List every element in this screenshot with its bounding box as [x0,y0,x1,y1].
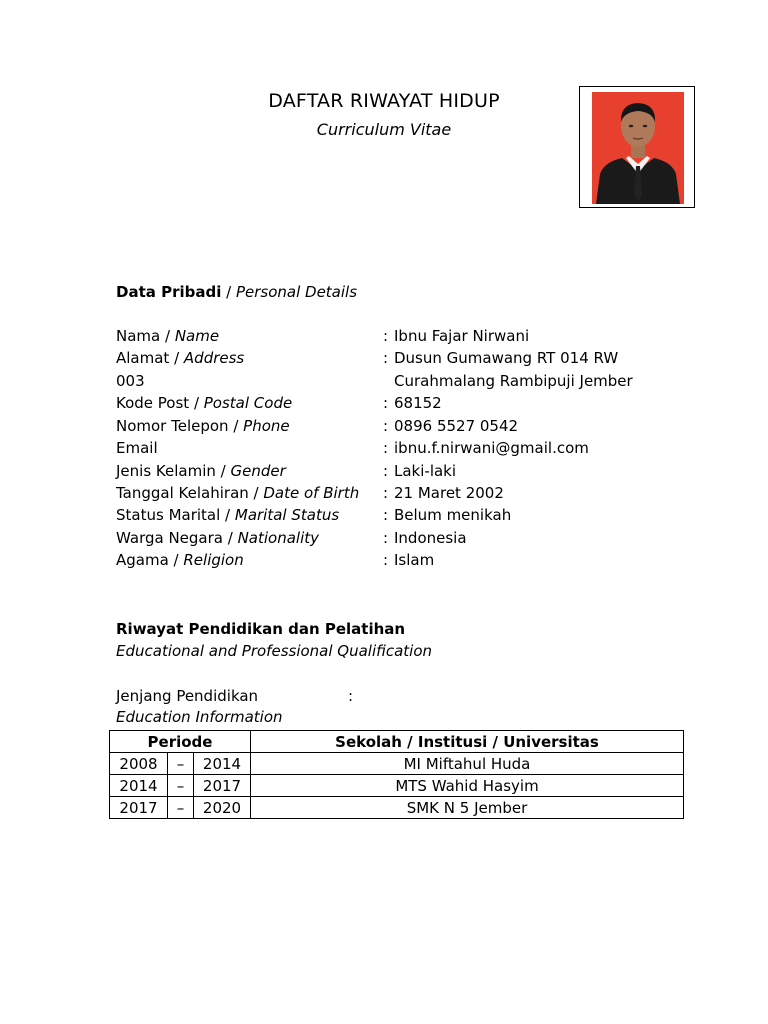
cell-start-year: 2008 [110,753,168,775]
row-colon: : [383,349,389,367]
cell-end-year: 2020 [194,797,251,819]
row-label-nationality [116,529,319,547]
cell-start-year: 2014 [110,775,168,797]
value-address-line2: Curahmalang Rambipuji Jember [394,372,633,390]
label-separator: / [222,529,238,547]
label-en: Gender [230,462,286,480]
row-label-postal-code [116,394,292,412]
cell-start-year: 2017 [110,797,168,819]
value-name: Ibnu Fajar Nirwani [394,327,530,345]
heading-separator: / [221,283,236,301]
label-en: Date of Birth [263,484,360,502]
column-header-school: Sekolah / Institusi / Universitas [251,731,684,753]
education-table [109,730,684,819]
row-colon: : [383,327,389,345]
row-colon: : [383,462,389,480]
education-heading: Riwayat Pendidikan dan Pelatihan [116,620,406,638]
education-level-colon: : [348,687,354,705]
value-phone: 0896 5527 0542 [394,417,519,435]
label-id: Warga Negara [116,529,223,547]
label-separator: / [220,506,235,524]
label-id: Status Marital [116,506,221,524]
table-header-row [110,731,684,753]
label-separator: / [228,417,244,435]
label-separator: / [168,551,184,569]
label-id: Alamat [116,349,170,367]
cell-end-year: 2017 [194,775,251,797]
row-colon: : [383,394,389,412]
label-en: Address [183,349,245,367]
label-id: Jenis Kelamin [116,462,216,480]
label-en: Marital Status [234,506,340,524]
label-separator: / [189,394,204,412]
person-portrait-icon [592,92,684,204]
label-en: Postal Code [203,394,293,412]
cell-dash: – [168,797,194,819]
value-email: ibnu.f.nirwani@gmail.com [394,439,589,457]
address-wrap-left: 003 [116,372,145,390]
row-colon: : [383,417,389,435]
label-separator: / [160,327,175,345]
table-row [110,797,684,819]
cell-end-year: 2014 [194,753,251,775]
education-heading-en: Educational and Professional Qualification [116,642,433,660]
heading-italic-text: Personal Details [235,283,358,301]
label-separator: / [169,349,184,367]
label-en: Phone [243,417,290,435]
profile-photo [592,92,684,204]
row-colon: : [383,439,389,457]
row-colon: : [383,551,389,569]
label-id: Email [116,439,158,457]
table-row [110,753,684,775]
table-row [110,775,684,797]
row-colon: : [383,529,389,547]
value-postal-code: 68152 [394,394,442,412]
row-label-gender [116,462,286,480]
label-id: Nama [116,327,161,345]
education-info-label: Education Information [116,708,283,726]
cell-school: MTS Wahid Hasyim [251,775,684,797]
label-en: Religion [183,551,244,569]
row-label-address [116,349,244,367]
row-colon: : [383,506,389,524]
cell-school: SMK N 5 Jember [251,797,684,819]
personal-details-heading [116,283,357,301]
label-en: Name [174,327,220,345]
cell-school: MI Miftahul Huda [251,753,684,775]
cell-dash: – [168,753,194,775]
document-subtitle: Curriculum Vitae [316,120,452,139]
education-level-label: Jenjang Pendidikan [116,687,259,705]
value-religion: Islam [394,551,435,569]
row-label-date-of-birth [116,484,359,502]
row-label-religion [116,551,244,569]
label-id: Kode Post [116,394,190,412]
row-colon: : [383,484,389,502]
profile-photo-frame [579,86,695,208]
label-en: Nationality [237,529,320,547]
row-label-phone [116,417,290,435]
value-marital-status: Belum menikah [394,506,512,524]
value-address: Dusun Gumawang RT 014 RW [394,349,619,367]
column-header-period: Periode [110,731,251,753]
cell-dash: – [168,775,194,797]
value-nationality: Indonesia [394,529,467,547]
label-id: Nomor Telepon [116,417,229,435]
row-label-marital-status [116,506,339,524]
label-separator: / [215,462,231,480]
label-separator: / [248,484,264,502]
row-label-name [116,327,219,345]
heading-bold-text: Data Pribadi [116,283,222,301]
row-label-email [116,439,158,457]
label-id: Agama [116,551,169,569]
value-date-of-birth: 21 Maret 2002 [394,484,504,502]
label-id: Tanggal Kelahiran [116,484,249,502]
document-title: DAFTAR RIWAYAT HIDUP [268,90,500,112]
value-gender: Laki-laki [394,462,457,480]
